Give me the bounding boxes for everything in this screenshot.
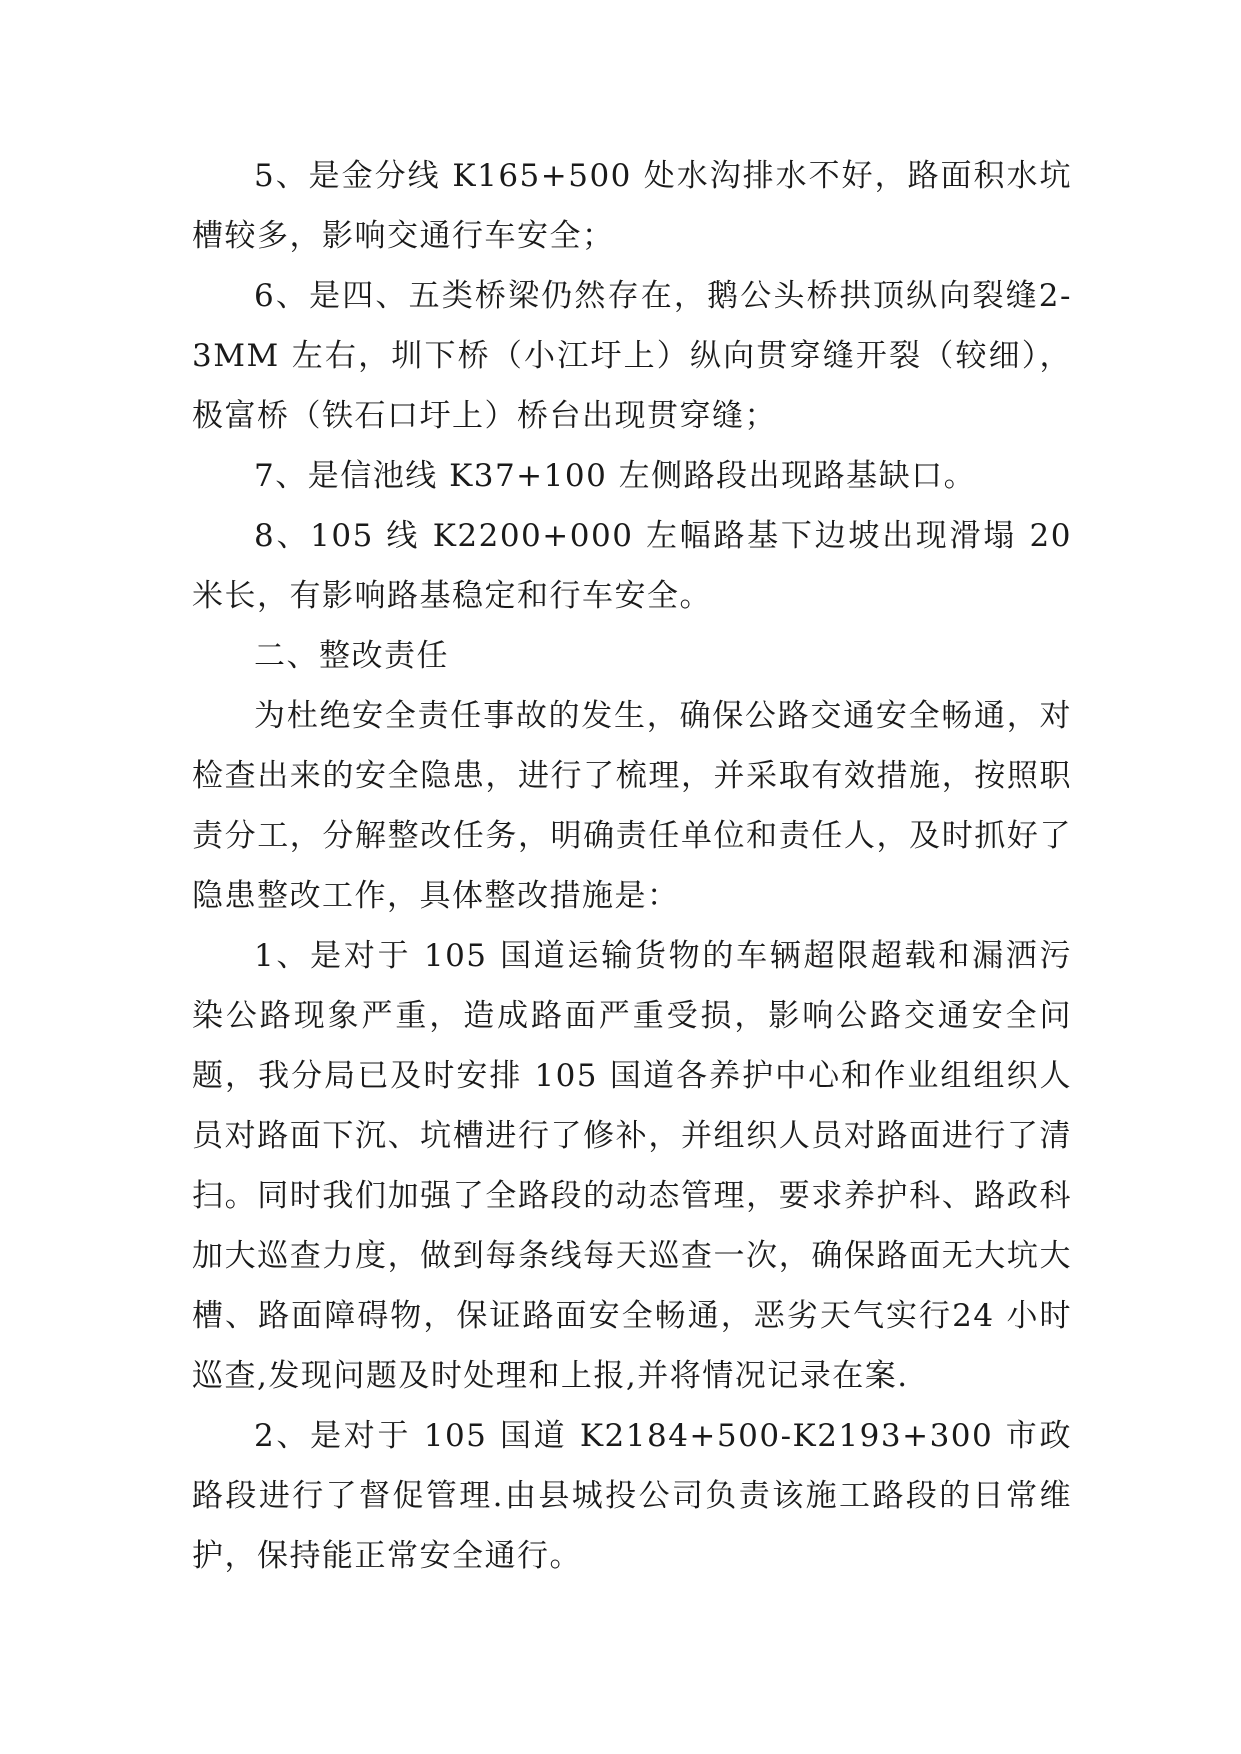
- paragraph-measure-2: 2、是对于 105 国道 K2184+500-K2193+300 市政路段进行了督促管理.由县城投公司负责该施工路段的日常维护，保持能正常安全通行。: [192, 1418, 1072, 1574]
- document-page: [192, 146, 1072, 1586]
- paragraph-item-6: 6、是四、五类桥梁仍然存在，鹅公头桥拱顶纵向裂缝2-3MM 左右，圳下桥（小江圩上）纵向贯穿缝开裂（较细），极富桥（铁石口圩上）桥台出现贯穿缝；: [192, 278, 1072, 434]
- paragraph-item-7: 7、是信池线 K37+100 左侧路段出现路基缺口。: [254, 458, 977, 494]
- section-heading-rectification: 二、整改责任: [254, 638, 449, 674]
- paragraph-measure-1: 1、是对于 105 国道运输货物的车辆超限超载和漏洒污染公路现象严重，造成路面严重受损，影响公路交通安全问题，我分局已及时安排 105 国道各养护中心和作业组组织人员对路面下沉、坑槽进行了修补，并组织人员对路面进行了清扫。同时我们加强了全路段的动态管理，要求养护科、路政科加大巡查力度，做到每条线每天巡查一次，确保路面无大坑大槽、路面障碍物，保证路面安全畅通，恶劣天气实行24 小时巡查,发现问题及时处理和上报,并将情况记录在案.: [192, 938, 1072, 1394]
- paragraph-intro: 为杜绝安全责任事故的发生，确保公路交通安全畅通，对检查出来的安全隐患，进行了梳理，并采取有效措施，按照职责分工，分解整改任务，明确责任单位和责任人，及时抓好了隐患整改工作，具体整改措施是：: [192, 698, 1072, 914]
- paragraph-item-5: 5、是金分线 K165+500 处水沟排水不好，路面积水坑槽较多，影响交通行车安全；: [192, 158, 1072, 254]
- paragraph-item-8: 8、105 线 K2200+000 左幅路基下边坡出现滑塌 20 米长，有影响路基稳定和行车安全。: [192, 518, 1072, 614]
